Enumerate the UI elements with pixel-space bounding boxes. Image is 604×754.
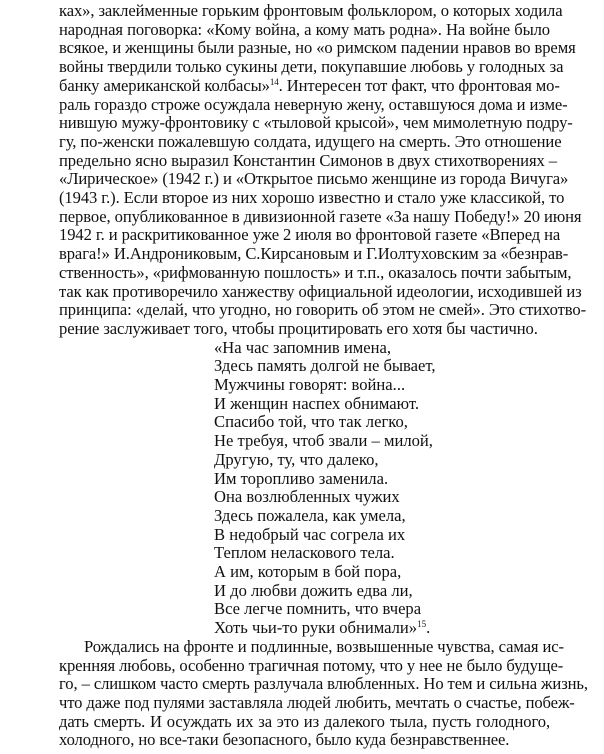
poem-line: А им, которым в бой пора, bbox=[214, 562, 402, 581]
text-line: что даже под пулями заставляла людей любить, мечтать о счастье, побеж- bbox=[59, 692, 575, 712]
text-line: врага!» И.Андрониковым, С.Кирсановым и Г.Иолтуховским за «безнрав- bbox=[59, 244, 569, 264]
text-line: (1943 г.). Если второе из них хорошо известно и стало уже классикой, то bbox=[59, 188, 565, 207]
text-line: 1942 г. и раскритикованное уже 2 июля во фронтовой газете «Вперед на bbox=[59, 225, 561, 245]
text-line: ственность», «рифмованную пошлость» и т.п., оказалось почти забытым, bbox=[59, 262, 572, 282]
poem-line bbox=[214, 618, 430, 638]
poem-line: Мужчины говорят: война... bbox=[214, 375, 406, 394]
text-line: нившую мужу-фронтовику с «тыловой крысой», чем мимолетную подру- bbox=[59, 113, 573, 133]
text-line: гу, по-женски пожалевшую солдата, идущего на смерть. Это отношение bbox=[59, 131, 562, 151]
poem-line: Не требуя, чтоб звали – милой, bbox=[214, 431, 433, 451]
poem-line: «На час запомнив имена, bbox=[214, 337, 391, 357]
text-fragment: . bbox=[426, 618, 431, 638]
poem-line: Все легче помнить, что вчера bbox=[214, 599, 422, 619]
text-fragment: банку американской колбасы» bbox=[59, 75, 270, 95]
text-line: холодного, но все-таки безопасного, было куда безнравственнее. bbox=[59, 730, 510, 750]
footnote-ref: 15 bbox=[417, 619, 427, 630]
text-line: дать смерть. И осуждать их за это из далекого тыла, пусть голодного, bbox=[59, 711, 550, 731]
text-fragment: Хоть чьи-то руки обнимали» bbox=[214, 618, 418, 638]
poem-line: И женщин наспех обнимают. bbox=[214, 393, 419, 413]
poem-line: Здесь пожалела, как умела, bbox=[214, 505, 406, 525]
text-line: предельно ясно выразил Константин Симонов в двух стихотворениях – bbox=[59, 150, 557, 170]
poem-line: Другую, ту, что далеко, bbox=[214, 449, 379, 469]
poem-line: Спасибо той, что так легко, bbox=[214, 412, 408, 432]
footnote-ref: 14 bbox=[269, 76, 279, 87]
text-line: народная поговорка: «Кому война, а кому мать родна». На войне было bbox=[59, 19, 550, 39]
poem-line: Теплом неласкового тела. bbox=[214, 543, 395, 563]
text-fragment: . Интересен тот факт, что фронтовая мо- bbox=[278, 75, 560, 95]
text-line: «Лирическое» (1942 г.) и «Открытое письмо женщине из города Вичуга» bbox=[59, 169, 569, 189]
poem-line: В недобрый час согрела их bbox=[214, 524, 406, 544]
poem-line: И до любви дожить едва ли, bbox=[214, 580, 413, 600]
text-line: первое, опубликованное в дивизионной газете «За нашу Победу!» 20 июня bbox=[59, 206, 582, 226]
poem-line: Здесь память долгой не бывает, bbox=[214, 356, 436, 376]
text-line: кренняя любовь, особенно трагичная потому, что у нее не было будуще- bbox=[59, 655, 564, 675]
poem-line: Им торопливо заменила. bbox=[214, 468, 389, 488]
text-line: принципа: «делай, что угодно, но говорить об этом не смей». Это стихотво- bbox=[59, 300, 586, 320]
text-line: го, – слишком часто смерть разлучала влюбленных. Но тем и сильна жизнь, bbox=[59, 674, 588, 694]
text-line: рение заслуживает того, чтобы процитировать его хотя бы частично. bbox=[59, 318, 538, 338]
poem-line: Она возлюбленных чужих bbox=[214, 487, 400, 507]
text-line: ках», заклейменные горьким фронтовым фольклором, о которых ходила bbox=[59, 1, 563, 20]
text-line: всякое, и женщины были разные, но «о римском падении нравов во время bbox=[59, 38, 576, 58]
text-line bbox=[59, 75, 560, 96]
text-line: раль гораздо строже осуждала неверную жену, оставшуюся дома и изме- bbox=[59, 94, 568, 114]
text-line: войны твердили только сукины дети, покупавшие любовь у голодных за bbox=[59, 57, 564, 77]
text-line: так как противоречило ханжеству официальной идеологии, исходившей из bbox=[59, 281, 582, 301]
text-line: Рождались на фронте и подлинные, возвышенные чувства, самая ис- bbox=[84, 636, 564, 656]
